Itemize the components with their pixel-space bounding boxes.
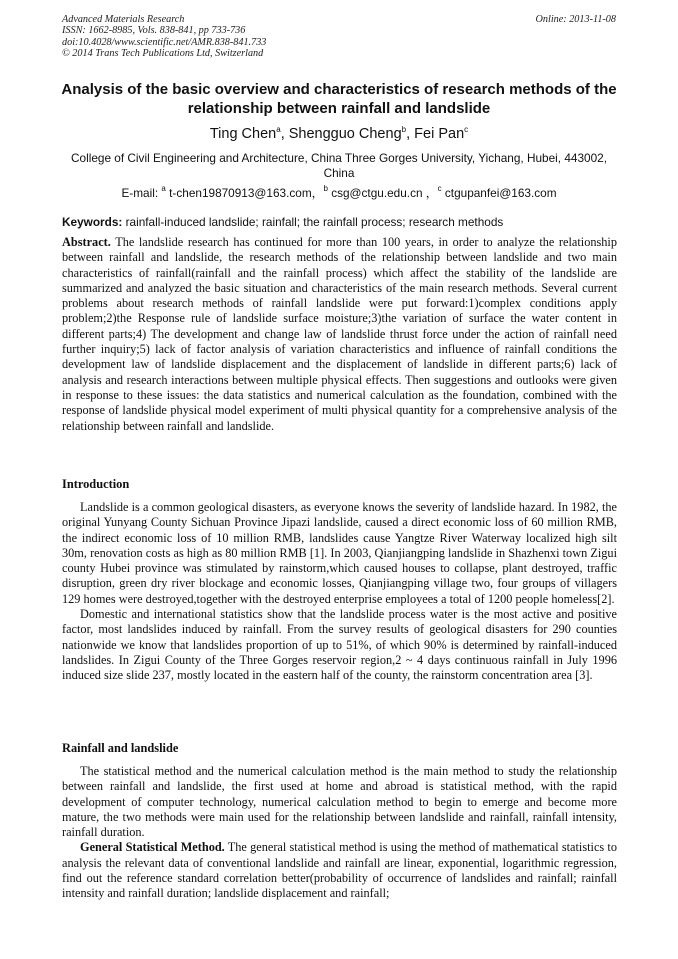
author-mark: c bbox=[464, 125, 469, 134]
introduction-body bbox=[62, 500, 617, 684]
email-address[interactable]: csg@ctgu.edu.cn bbox=[331, 186, 423, 200]
keywords-label: Keywords: bbox=[62, 215, 123, 229]
affiliation: College of Civil Engineering and Architecture, China Three Gorges University, Yichang, Hubei, 443002, China bbox=[71, 151, 607, 180]
abstract-text: The landslide research has continued for more than 100 years, in order to analyze the relationship between rainfall and landslide, the research methods of the relationship between landslide and two main characteristics of rainfall(rainfall and the rainfall process) which affect the stability of the landslide are summarized and analyzed the basic situation and characteristics of the main research methods. Several current problems about research methods of rainfall landslide were put forward:1)complex conditions apply problem;2)the Response rule of landslide surface moisture;3)the variation of surface the water content in different parts;4) The development and change law of landslide thrust force under the action of rainfall need further inquiry;5) lack of factor analysis of variation characteristics and influence of rainfall conditions the development law of landslide displacement and the displacement of landslide in different parts;6) lack of analysis and research interactions between multiple physical effects. Then suggestions and outlooks were given in response to these issues: the data statistics and numerical calculation as the foundation, combined with the response of landslide physical model experiment of multi physical quantity for a comprehensive analysis of the relationship between rainfall and landslide. bbox=[62, 235, 617, 433]
journal-header bbox=[62, 14, 616, 60]
author-name: Ting Chen bbox=[209, 126, 277, 142]
issn-line: ISSN: 1662-8985, Vols. 838-841, pp 733-736 bbox=[62, 25, 246, 37]
author-name: Shengguo Cheng bbox=[288, 126, 402, 142]
keywords-text: rainfall-induced landslide; rainfall; the rainfall process; research methods bbox=[122, 215, 504, 229]
email-address[interactable]: t-chen19870913@163.com bbox=[169, 186, 312, 200]
author-list: Ting Chen$^a$, Shengguo Cheng$^b$, Fei Pan$^c$ bbox=[209, 125, 469, 142]
author-mark: a bbox=[276, 125, 281, 134]
abstract-paragraph bbox=[62, 235, 617, 434]
author-name: Fei Pan bbox=[414, 126, 465, 142]
paragraph-text: The general statistical method is using the method of mathematical statistics to analysis the relevant data of conventional landslide and rainfall are linear, exponential, logarithmic regression, find out the reference standard correlation better(probability of occurrence of landslides and rainfall; rainfall intensity and rainfall duration; landslide displacement and rainfall; bbox=[62, 840, 617, 901]
email-address[interactable]: ctgupanfei@163.com bbox=[444, 186, 557, 200]
rainfall-body bbox=[62, 764, 617, 902]
abstract-label: Abstract. bbox=[62, 235, 111, 249]
email-mark: b bbox=[323, 184, 328, 193]
paragraph: Landslide is a common geological disasters, as everyone knows the severity of landslide hazard. In 1982, the original Yunyang County Sichuan Province Jipazi landslide, caused a direct economic loss of 60 million RMB, the indirect economic loss of 10 million RMB, landslides cause Yangtze River Waterway localized high silt 30m, renovation costs as high as 80 million RMB [1]. In 2003, Qianjiangping landslide in Shazhenxi town Zigui county Hubei province was stimulated by rainstorm,which caused houses to collapse, plant destroyed, traffic disruption, green dry river blockage and economic losses, Qianjiangping village two, four groups of villagers 129 homes were destroyed,together with the destroyed enterprise employees a total of 1200 people homeless[2]. bbox=[62, 500, 617, 606]
copyright-line: © 2014 Trans Tech Publications Ltd, Switzerland bbox=[62, 48, 264, 60]
email-mark: c bbox=[437, 184, 442, 193]
online-date: Online: 2013-11-08 bbox=[535, 14, 616, 25]
section-heading-rainfall: Rainfall and landslide bbox=[62, 741, 179, 755]
keywords bbox=[62, 215, 618, 229]
email-line: E-mail: $^a$ t-chen19870913@163.com，$^b$ csg@ctgu.edu.cn ，$^c$ ctgupanfei@163.com bbox=[121, 184, 557, 200]
abstract bbox=[62, 235, 617, 434]
section-heading-introduction: Introduction bbox=[62, 477, 130, 491]
author-mark: b bbox=[401, 125, 407, 134]
journal-name: Advanced Materials Research bbox=[62, 14, 185, 25]
paragraph bbox=[62, 840, 617, 901]
doi-line: doi:10.4028/www.scientific.net/AMR.838-841.733 bbox=[62, 36, 267, 48]
email-mark: a bbox=[161, 184, 166, 193]
paragraph: Domestic and international statistics show that the landslide process water is the most active and positive factor, most landslides induced by rainfall. From the survey results of geological disasters for 290 counties nationwide we know that landslides proportion of up to 51%, of which 90% is determined by rainfall-induced landslides. In Zigui County of the Three Gorges reservoir region,2 ~ 4 days continuous rainfall in July 1996 induced size slide 237, mostly located in the eastern half of the county, the rainstorm concentration area [3]. bbox=[62, 607, 617, 683]
paper-title: Analysis of the basic overview and characteristics of research methods of the relationship between rainfall and landslide bbox=[61, 81, 617, 117]
subsection-label: General Statistical Method. bbox=[80, 840, 225, 855]
email-label: E-mail: bbox=[121, 186, 162, 200]
paragraph: The statistical method and the numerical calculation method is the main method to study the relationship between rainfall and landslide, the first used at home and abroad is statistical method, with the rapid development of computer technology, numerical calculation method to begin to emerge and become more mature, the two methods were main used for the relationship between landslide and rainfall, rainfall intensity, rainfall duration. bbox=[62, 764, 617, 840]
